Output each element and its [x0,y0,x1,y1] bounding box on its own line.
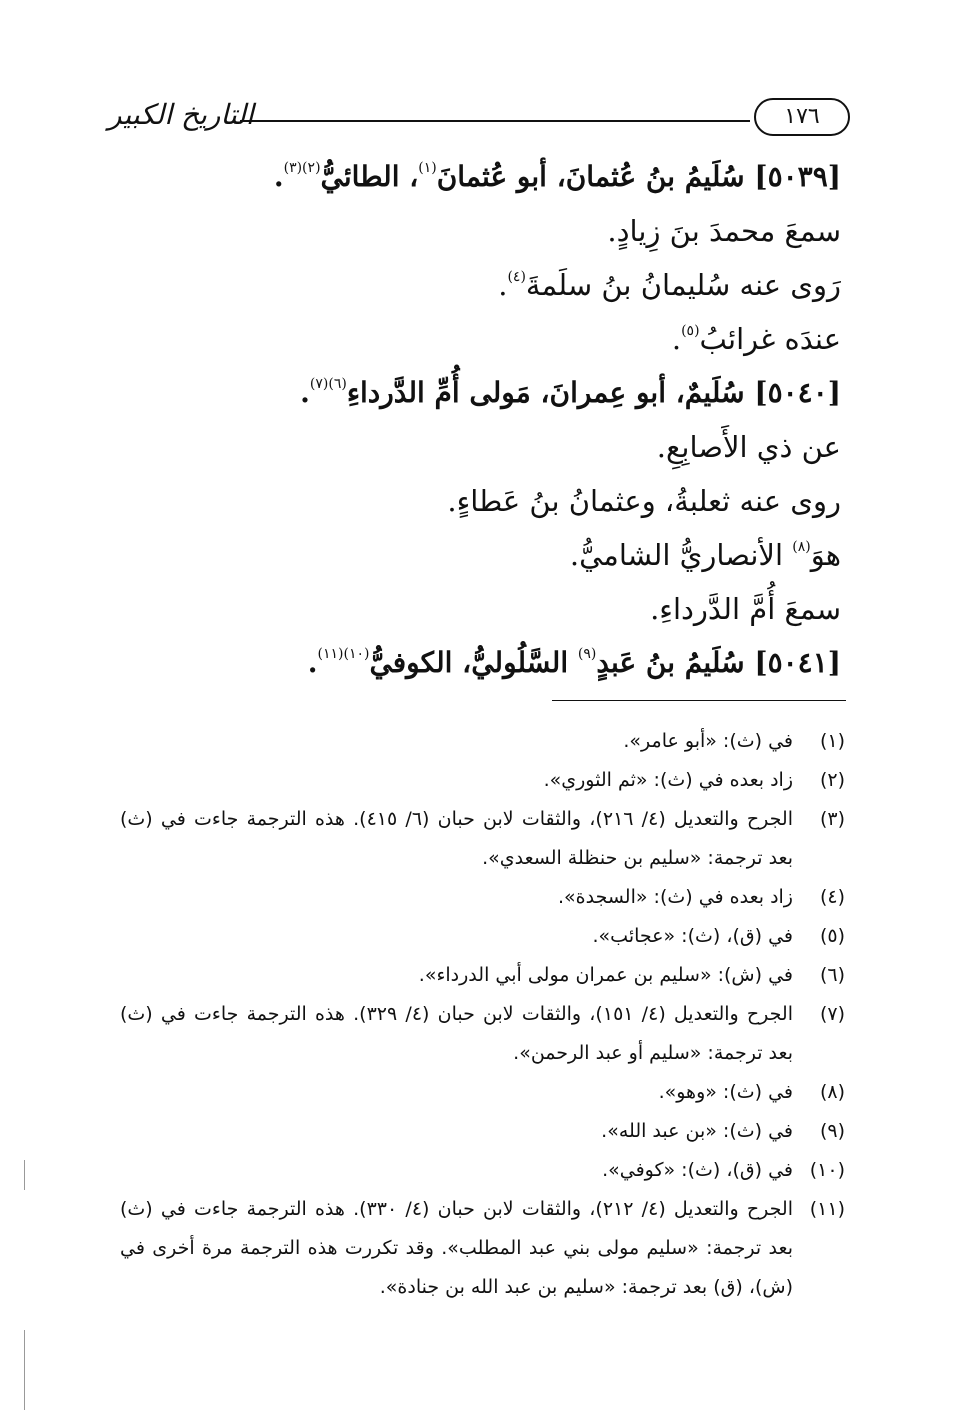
entry-line: رَوى عنه سُليمانُ بنُ سلَمةَ$^{(٤)}$. [498,268,841,302]
footnote-3: (٣) الجرح والتعديل (٤/ ٢١٦)، والثقات لابن حبان (٦/ ٤١٥). هذه الترجمة جاءت في (ث) بعد ترجمة: «سليم بن حنظلة السعدي». [120,808,845,869]
footnote-1: (١) في (ث): «أبو عامر». [623,730,845,752]
entry-line: سمعَ أُمَّ الدَّرداءِ. [650,592,841,626]
entry-5041-title: [٥٠٤١] سُلَيمُ بنُ عَبدٍ$^{(٩)}$ السَّلُوليُّ، الكوفيُّ$^{(١٠)(١١)}$. [307,646,841,679]
page-number: ١٧٦ [754,98,850,136]
entry-line: عن ذي الأَصابِعِ. [656,430,841,464]
footnotes-block [120,722,845,1307]
footnote-ref[interactable]: (١٠)(١١) [317,646,370,662]
entry-line: عندَه غرائبُ$^{(٥)}$. [671,322,841,356]
entry-line: روى عنه ثعلبةُ، وعثمانُ بنُ عَطاءٍ. [447,484,841,518]
entry-line: سمعَ محمدَ بنَ زِيادٍ. [607,214,841,248]
footnote-ref[interactable]: (٩) [577,646,597,662]
footnote-ref[interactable]: (٨) [792,539,811,555]
footnote-4: (٤) زاد بعده في (ث): «السجدة». [558,886,845,908]
footnote-ref[interactable]: (٦)(٧) [309,376,347,392]
footnote-6: (٦) في (ش): «سليم بن عمران مولى أبي الدرداء». [418,964,845,986]
footnote-separator [552,700,846,701]
footnote-10: (١٠) في (ق)، (ث): «كوفي». [602,1159,845,1181]
entry-5039-title: [٥٠٣٩] سُلَيمُ بنُ عُثمانَ، أبو عُثمانَ$^{(١)}$، الطائيُّ$^{(٢)(٣)}$. [273,160,841,193]
running-header [100,92,850,142]
footnote-ref[interactable]: (٥) [681,323,700,339]
entries-block [121,150,841,690]
scan-margin-mark [24,1330,25,1410]
footnote-ref[interactable]: (١) [418,160,437,176]
footnote-5: (٥) في (ق)، (ث): «عجائب». [592,925,845,947]
footnote-8: (٨) في (ث): «وهو». [658,1081,845,1103]
footnote-9: (٩) في (ث): «بن عبد الله». [601,1120,845,1142]
header-rule [240,120,750,122]
entry-line: هوَ$^{(٨)}$ الأنصاريُّ الشاميُّ. [569,538,841,572]
footnote-11: (١١) الجرح والتعديل (٤/ ٢١٢)، والثقات لابن حبان (٤/ ٣٣٠). هذه الترجمة جاءت في (ث) بعد ترجمة: «سليم مولى بني عبد المطلب». وقد تكررت هذه الترجمة مرة أخرى في (ش)، (ق) بعد ترجمة: «سليم بن عبد الله بن جنادة». [120,1198,845,1298]
footnote-7: (٧) الجرح والتعديل (٤/ ١٥١)، والثقات لابن حبان (٤/ ٣٢٩). هذه الترجمة جاءت في (ث) بعد ترجمة: «سليم أو عبد الرحمن». [120,1003,845,1064]
book-title: التاريخ الكبير [108,98,254,131]
footnote-ref[interactable]: (٤) [507,269,526,285]
entry-5040-title: [٥٠٤٠] سُلَيمٌ، أبو عِمرانَ، مَولى أُمِّ الدَّرداءِ$^{(٦)(٧)}$. [300,376,841,409]
footnote-2: (٢) زاد بعده في (ث): «ثم الثوري». [543,769,845,791]
footnote-ref[interactable]: (٢)(٣) [283,160,321,176]
scan-margin-mark [24,1160,25,1190]
